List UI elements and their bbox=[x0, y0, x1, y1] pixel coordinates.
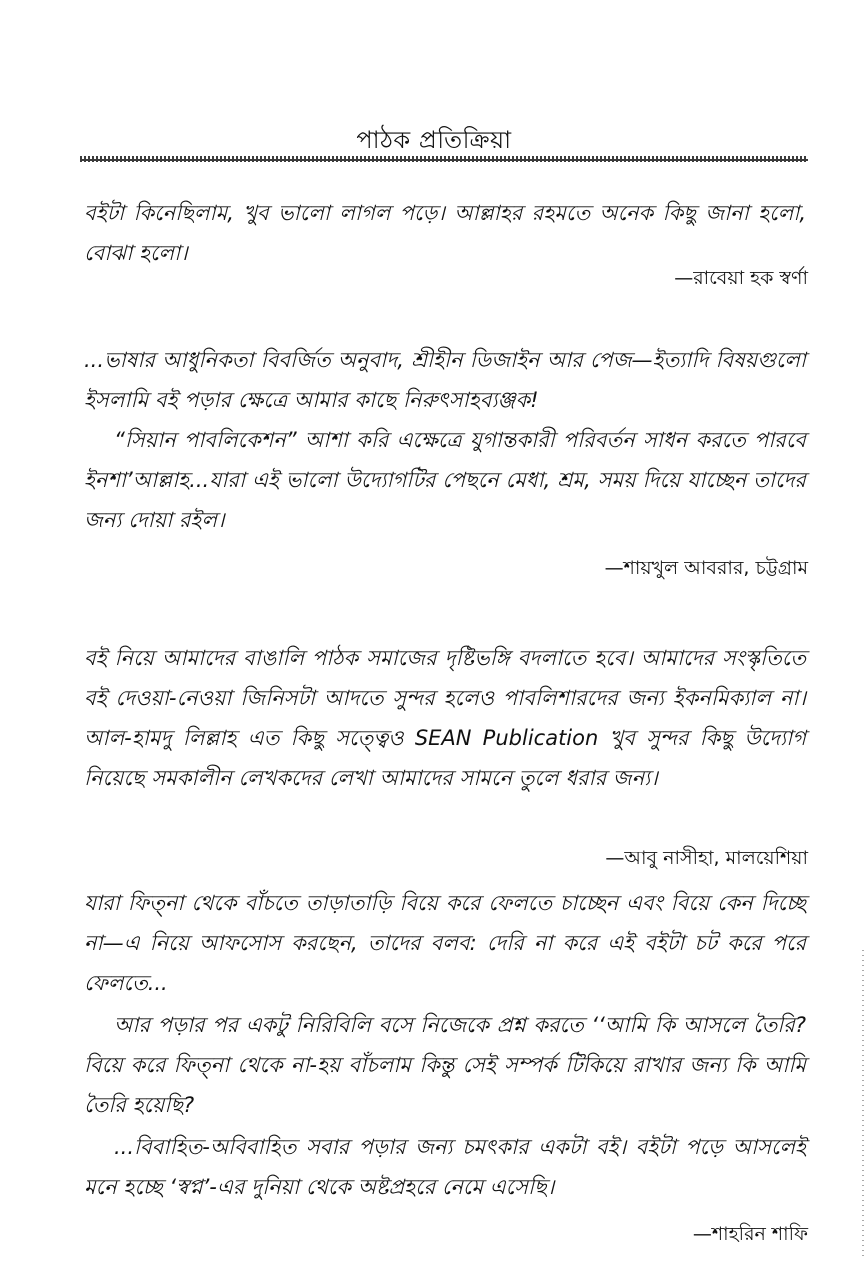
review-3-paragraph-1: বই নিয়ে আমাদের বাঙালি পাঠক সমাজের দৃষ্টিভঙ্গি বদলাতে হবে। আমাদের সংস্কৃতিতে বই দেওয়া-নেওয়া জিনিসটা আদতে সুন্দর হলেও পাবলিশারদের জন্য ইকনমিক্যাল না। আল-হামদু লিল্লাহ এত কিছু সত্ত্বেও SEAN Publication খুব সুন্দর কিছু উদ্যোগ নিয়েছে সমকালীন লেখকদের লেখা আমাদের সামনে তুলে ধরার জন্য। bbox=[84, 646, 806, 790]
page-title: পাঠক প্রতিক্রিয়া bbox=[356, 126, 512, 154]
review-4-signature: —শাহরিন শাফি bbox=[692, 1223, 808, 1245]
ornamental-divider bbox=[80, 156, 808, 162]
scan-edge-artifact bbox=[862, 950, 864, 1260]
review-1-signature: —রাবেয়া হক স্বর্ণা bbox=[674, 267, 808, 289]
review-4-paragraph-3: ...বিবাহিত-অবিবাহিত সবার পড়ার জন্য চমৎকার একটা বই। বইটা পড়ে আসলেই মনে হচ্ছে ‘স্বপ্ন’-এর দুনিয়া থেকে অষ্টপ্রহরে নেমে এসেছি। bbox=[84, 1135, 806, 1199]
review-2-signature: —শায়খুল আবরার, চট্টগ্রাম bbox=[604, 557, 808, 579]
review-3-signature: —আবু নাসীহা, মালয়েশিয়া bbox=[605, 847, 808, 869]
review-4-paragraph-2: আর পড়ার পর একটু নিরিবিলি বসে নিজেকে প্রশ্ন করতে ‘‘আমি কি আসলে তৈরি? বিয়ে করে ফিত্‌না থেকে না-হয় বাঁচলাম কিন্তু সেই সম্পর্ক টিকিয়ে রাখার জন্য কি আমি তৈরি হয়েছি? bbox=[84, 1013, 806, 1117]
review-4-paragraph-1: যারা ফিত্‌না থেকে বাঁচতে তাড়াতাড়ি বিয়ে করে ফেলতে চাচ্ছেন এবং বিয়ে কেন দিচ্ছে না—এ নিয়ে আফসোস করছেন, তাদের বলব: দেরি না করে এই বইটা চট করে পরে ফেলতে... bbox=[84, 891, 806, 995]
review-2-paragraph-2: “সিয়ান পাবলিকেশন” আশা করি এক্ষেত্রে যুগান্তকারী পরিবর্তন সাধন করতে পারবে ইনশা’আল্লাহ...যারা এই ভালো উদ্যোগটির পেছনে মেধা, শ্রম, সময় দিয়ে যাচ্ছেন তাদের জন্য দোয়া রইল। bbox=[84, 428, 806, 532]
review-2-paragraph-1: ...ভাষার আধুনিকতা বিবর্জিত অনুবাদ, শ্রীহীন ডিজাইন আর পেজ—ইত্যাদি বিষয়গুলো ইসলামি বই পড়ার ক্ষেত্রে আমার কাছে নিরুৎসাহব্যঞ্জক! bbox=[84, 348, 806, 412]
review-1-paragraph-1: বইটা কিনেছিলাম, খুব ভালো লাগল পড়ে। আল্লাহর রহমতে অনেক কিছু জানা হলো, বোঝা হলো। bbox=[84, 201, 806, 265]
